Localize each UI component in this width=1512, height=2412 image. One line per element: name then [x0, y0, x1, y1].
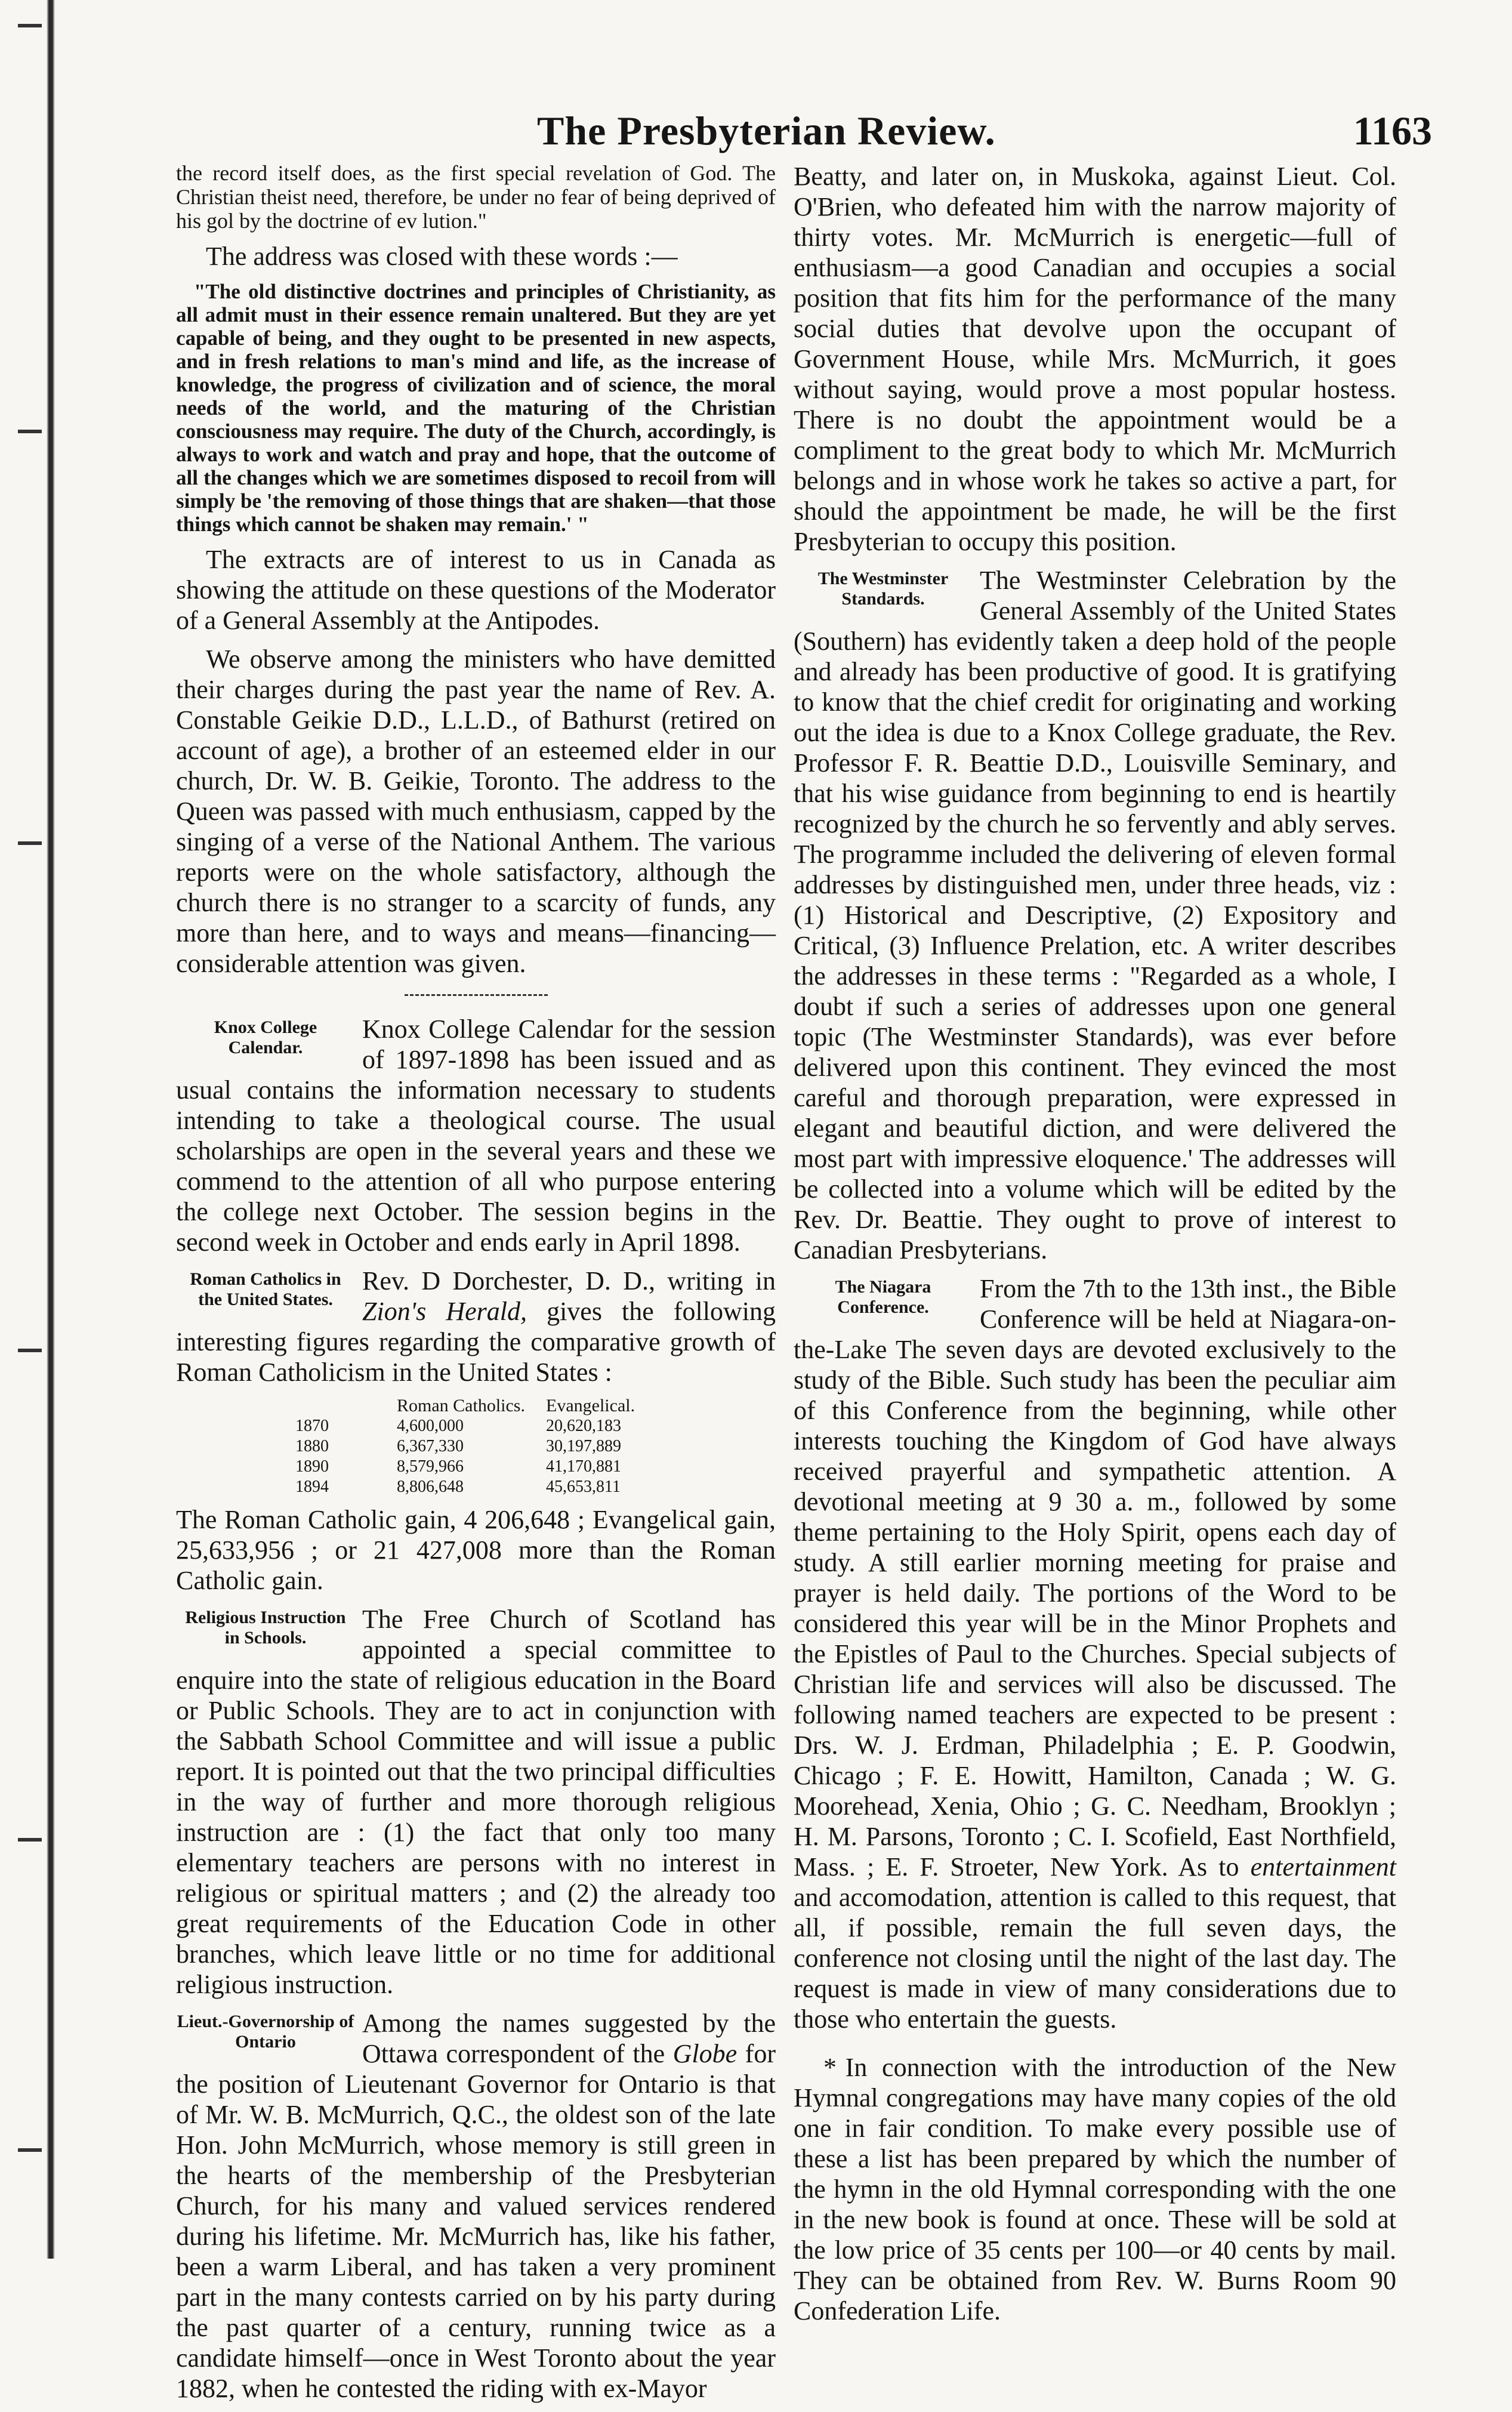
- publication-name: Zion's Herald,: [362, 1297, 527, 1326]
- section-knox-college: [176, 1014, 776, 1257]
- sidehead-lieut-governorship: Lieut.-Governorship of Ontario: [177, 2012, 354, 2052]
- running-header: [322, 107, 1432, 155]
- left-column: [176, 161, 776, 2412]
- section-text: Knox College Calendar for the session of 1897-1898 has been issued and as usual contains the information necessary to students intending to take a theological course. The usual scholarships are open in the several years and these we commend to the attention of all who purpose entering the college next October. The session begins in the second week in October and ends early in April 1898.: [176, 1014, 776, 1257]
- journal-title: The Presbyterian Review.: [537, 108, 996, 153]
- section-westminster-standards: [794, 565, 1396, 1265]
- table-header-row: [295, 1396, 776, 1416]
- evangelical-cell: 20,620,183: [546, 1417, 621, 1435]
- paragraph: The Roman Catholic gain, 4 206,648 ; Evangelical gain, 25,633,956 ; or 21 427,008 more than the Roman Catholic gain.: [176, 1505, 776, 1595]
- sidehead-roman-catholics: Roman Catholics in the United States.: [190, 1269, 341, 1309]
- year-cell: 1870: [295, 1417, 329, 1435]
- catholic-cell: 4,600,000: [397, 1417, 464, 1435]
- evangelical-cell: 41,170,881: [546, 1457, 621, 1476]
- right-column: [794, 161, 1396, 2334]
- section-roman-catholics: [176, 1266, 776, 1387]
- evangelical-cell: 30,197,889: [546, 1437, 621, 1455]
- paragraph: We observe among the ministers who have demitted their charges during the past year the name of Rev. A. Constable Geikie D.D., L.L.D., of Bathurst (retired on account of age), a brother of an esteemed elder in our church, Dr. W. B. Geikie, Toronto. The address to the Queen was passed with much enthusiasm, capped by the singing of a verse of the National Anthem. The various reports were on the whole satisfactory, although the church there is no stranger to a scarcity of funds, any more than here, and to ways and means—financing—considerable attention was given.: [176, 644, 776, 978]
- table-row: [295, 1457, 776, 1477]
- year-cell: 1880: [295, 1437, 329, 1455]
- block-quote: "The old distinctive doctrines and principles of Christianity, as all admit must in their essence remain unaltered. But they are yet capable of being, and they ought to be presented in new aspects, and in fresh relations to man's mind and life, as the increase of knowledge, the progress of civilization and of science, the moral needs of the world, and the maturing of the Christian consciousness may require. The duty of the Church, accordingly, is always to work and watch and pray and hope, that the outcome of all the changes which we are sometimes disposed to recoil from will simply be 'the removing of those things that are shaken—that those things which cannot be shaken may remain.' ": [176, 280, 776, 536]
- section-text: Among the names suggested by the Ottawa correspondent of the: [362, 2009, 776, 2068]
- table-row: [295, 1477, 776, 1497]
- sidehead-niagara-conference: The Niagara Conference.: [835, 1277, 931, 1317]
- section-text: for the position of Lieutenant Governor for Ontario is that of Mr. W. B. McMurrich, Q.C., the oldest son of the late Hon. John McMurrich, whose memory is still green in the hearts of the membership of the Presbyterian Church, for his many and valued services rendered during his lifetime. Mr. McMurrich has, like his father, been a warm Liberal, and has taken a very prominent part in the many contests carried on by his party during the past quarter of a century, running twice as a candidate himself—once in West Toronto about the year 1882, when he contested the riding with ex-Mayor: [176, 2039, 776, 2403]
- section-lieut-governorship: [176, 2008, 776, 2404]
- section-religious-instruction: [176, 1604, 776, 2000]
- table-row: [295, 1436, 776, 1457]
- column-header-catholic: Roman Catholics.: [397, 1396, 525, 1415]
- sidehead-knox-college: Knox College Calendar.: [214, 1017, 317, 1057]
- statistics-table: [295, 1396, 776, 1497]
- section-text: and accomodation, attention is called to this request, that all, if possible, remain the full seven days, the conference not closing until the night of the last day. The request is made in view of many considerations due to those who entertain the guests.: [794, 1883, 1396, 2034]
- catholic-cell: 8,579,966: [397, 1457, 464, 1476]
- paragraph: The extracts are of interest to us in Canada as showing the attitude on these questions of the Moderator of a General Assembly at the Antipodes.: [176, 545, 776, 635]
- paragraph: the record itself does, as the first special revelation of God. The Christian theist need, therefore, be under no fear of being deprived of his gol by the doctrine of ev lution.": [176, 161, 776, 233]
- catholic-cell: 6,367,330: [397, 1437, 464, 1455]
- emphasis-text: entertainment: [1250, 1852, 1396, 1882]
- section-text: The Westminster Celebration by the General Assembly of the United States (Southern) has evidently taken a deep hold of the people and already has been productive of good. It is gratifying to know that the chief credit for originating and working out the idea is due to a Knox College graduate, the Rev. Professor F. R. Beattie D.D., Louisville Seminary, and that his wise guidance from beginning to end is heartily recognized by the church he so fervently and ably serves. The programme included the delivering of eleven formal addresses by distinguished men, under three heads, viz : (1) Historical and Descriptive, (2) Expository and Critical, (3) Influence Prelation, etc. A writer describes the addresses in these terms : "Regarded as a whole, I doubt if such a series of addresses upon one general topic (The Westminster Standards), was ever before delivered upon this continent. They evinced the most careful and thorough preparation, were expressed in elegant and beautiful diction, and were delivered the most part with impressive eloquence.' The addresses will be collected into a volume which will be edited by the Rev. Dr. Beattie. They ought to prove of interest to Canadian Presbyterians.: [794, 566, 1396, 1264]
- section-text: Rev. D Dorchester, D. D., writing in: [362, 1266, 776, 1296]
- column-header-evangelical: Evangelical.: [546, 1396, 635, 1415]
- section-text: gives the following interesting figures regarding the comparative growth of Roman Catholicism in the United States :: [176, 1297, 776, 1387]
- year-cell: 1894: [295, 1478, 329, 1496]
- table-row: [295, 1416, 776, 1436]
- paragraph: Beatty, and later on, in Muskoka, against Lieut. Col. O'Brien, who defeated him with the narrow majority of thirty votes. Mr. McMurrich is energetic—full of enthusiasm—a good Canadian and occupies a social position that fits him for the performance of the many social duties that devolve upon the occupant of Government House, while Mrs. McMurrich, it goes without saying, would prove a most popular hostess. There is no doubt the appointment would be a compliment to the great body to which Mr. McMurrich belongs and in whose work he takes so active a part, for should the appointment be made, he will be the first Presbyterian to occupy this position.: [794, 162, 1396, 556]
- section-niagara-conference: [794, 1273, 1396, 2034]
- hymnal-notice: * In connection with the introduction of the New Hymnal congregations may have many copies of the old one in fair condition. To make every possible use of these a list has been prepared by which the number of the hymn in the old Hymnal corresponding with the one in the new book is found at once. These will be sold at the low price of 35 cents per 100—or 40 cents by mail. They can be obtained from Rev. W. Burns Room 90 Confederation Life.: [794, 2053, 1396, 2325]
- section-text: From the 7th to the 13th inst., the Bible Conference will be held at Niagara-on-the-Lake The seven days are devoted exclusively to the study of the Bible. Such study has been the peculiar aim of this Conference from the beginning, while other interests touching the Kingdom of God have always received prayerful and sympathetic attention. A devotional meeting at 9 30 a. m., followed by some theme pertaining to the Holy Spirit, opens each day of study. A still earlier morning meeting for praise and prayer is held daily. The portions of the Word to be considered this year will be in the Minor Prophets and the Epistles of Paul to the Churches. Special subjects of Christian life and services will also be discussed. The following named teachers are expected to be present : Drs. W. J. Erdman, Philadelphia ; E. P. Goodwin, Chicago ; F. E. Howitt, Hamilton, Canada ; W. G. Moorehead, Xenia, Ohio ; G. C. Needham, Brooklyn ; H. M. Parsons, Toronto ; C. I. Scofield, East Northfield, Mass. ; E. F. Stroeter, New York. As to: [794, 1274, 1396, 1882]
- year-cell: 1890: [295, 1457, 329, 1476]
- section-divider: [405, 994, 548, 996]
- page-binding-edge: [0, 0, 66, 2259]
- page-number: 1163: [1353, 108, 1432, 153]
- section-text: The Free Church of Scotland has appointed a special committee to enquire into the state of religious education in the Board or Public Schools. They are to act in conjunction with the Sabbath School Committee and will issue a public report. It is pointed out that the two principal difficulties in the way of further and more thorough religious instruction are : (1) the fact that only too many elementary teachers are persons with no interest in religious or spiritual matters ; and (2) the already too great requirements of the Education Code in other branches, which leave little or no time for additional religious instruction.: [176, 1605, 776, 1999]
- paragraph: The address was closed with these words :—: [206, 242, 678, 271]
- sidehead-religious-instruction: Religious Instruction in Schools.: [185, 1608, 346, 1648]
- sidehead-westminster-standards: The Westminster Standards.: [817, 569, 949, 609]
- evangelical-cell: 45,653,811: [546, 1478, 621, 1496]
- publication-name: Globe: [672, 2039, 738, 2068]
- catholic-cell: 8,806,648: [397, 1478, 464, 1496]
